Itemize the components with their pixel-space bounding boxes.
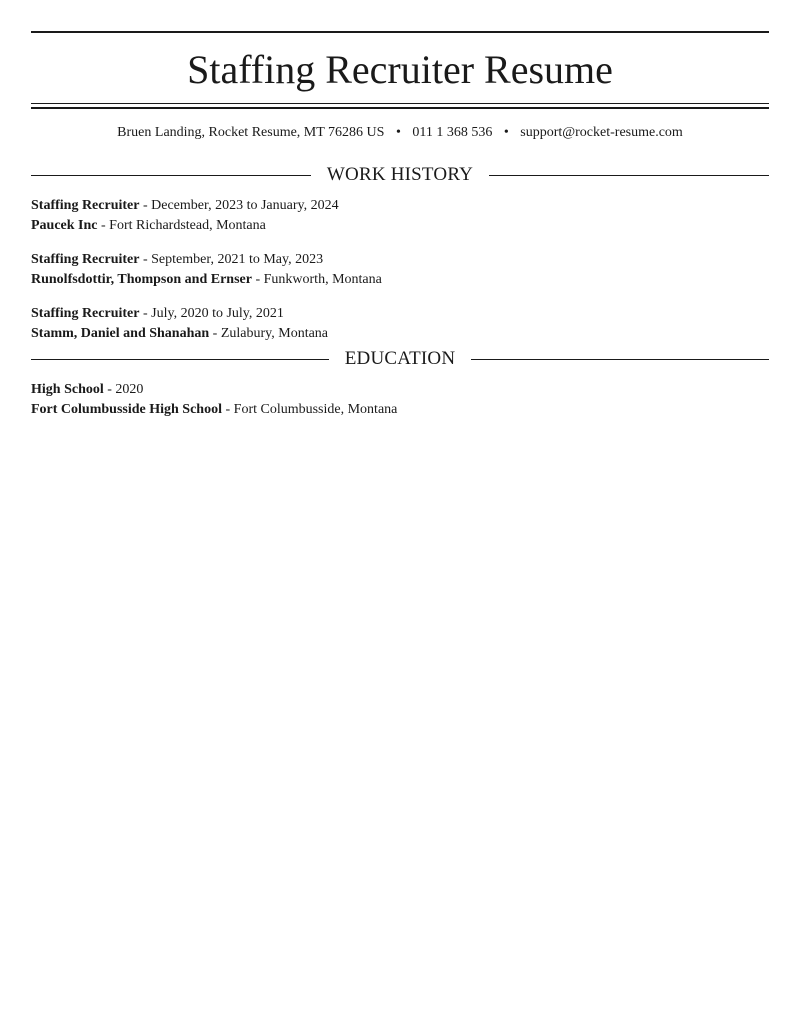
work-history-label: WORK HISTORY (326, 164, 474, 185)
work-location: Zulabury, Montana (220, 326, 329, 341)
heading-rule-right (489, 175, 769, 176)
contact-line (31, 124, 769, 142)
dash: - (251, 272, 264, 287)
education-location: Fort Columbusside, Montana (233, 402, 398, 417)
contact-phone: 011 1 368 536 (412, 125, 493, 140)
work-location: Fort Richardstead, Montana (109, 218, 266, 233)
contact-address: Bruen Landing, Rocket Resume, MT 76286 US (117, 125, 385, 140)
education-degree: High School (31, 382, 104, 397)
contact-separator: • (395, 125, 401, 140)
work-dates: December, 2023 to January, 2024 (151, 198, 339, 213)
work-role: Staffing Recruiter (31, 198, 140, 213)
work-location: Funkworth, Montana (263, 272, 382, 287)
work-company: Stamm, Daniel and Shanahan (31, 326, 210, 341)
dash: - (103, 382, 116, 397)
work-entry (31, 196, 769, 236)
work-dates: September, 2021 to May, 2023 (151, 252, 324, 267)
heading-rule-right (471, 359, 769, 360)
education-year: 2020 (115, 382, 144, 397)
work-role: Staffing Recruiter (31, 306, 140, 321)
work-entry-title-line (31, 196, 769, 216)
dash: - (139, 252, 152, 267)
work-entry-title-line (31, 250, 769, 270)
work-role: Staffing Recruiter (31, 252, 140, 267)
work-entry-company-line (31, 216, 769, 236)
heading-rule-left (31, 175, 311, 176)
title-double-rule (31, 103, 769, 109)
work-entry (31, 250, 769, 290)
contact-email: support@rocket-resume.com (520, 125, 683, 140)
work-entry (31, 304, 769, 344)
work-dates: July, 2020 to July, 2021 (151, 306, 284, 321)
dash: - (221, 402, 234, 417)
education-entry-title-line (31, 380, 769, 400)
work-entry-company-line (31, 270, 769, 290)
work-company: Runolfsdottir, Thompson and Ernser (31, 272, 252, 287)
dash: - (139, 198, 152, 213)
work-company: Paucek Inc (31, 218, 98, 233)
education-entry-school-line (31, 400, 769, 420)
heading-rule-left (31, 359, 329, 360)
work-entry-company-line (31, 324, 769, 344)
education-heading (31, 347, 769, 371)
education-entry (31, 380, 769, 420)
dash: - (97, 218, 110, 233)
dash: - (209, 326, 221, 341)
resume-page (31, 31, 769, 420)
education-school: Fort Columbusside High School (31, 402, 222, 417)
page-title: Staffing Recruiter Resume (187, 47, 613, 92)
dash: - (139, 306, 152, 321)
work-history-heading (31, 163, 769, 187)
top-rule (31, 31, 769, 33)
work-entry-title-line (31, 304, 769, 324)
contact-separator: • (503, 125, 509, 140)
education-label: EDUCATION (344, 348, 456, 369)
